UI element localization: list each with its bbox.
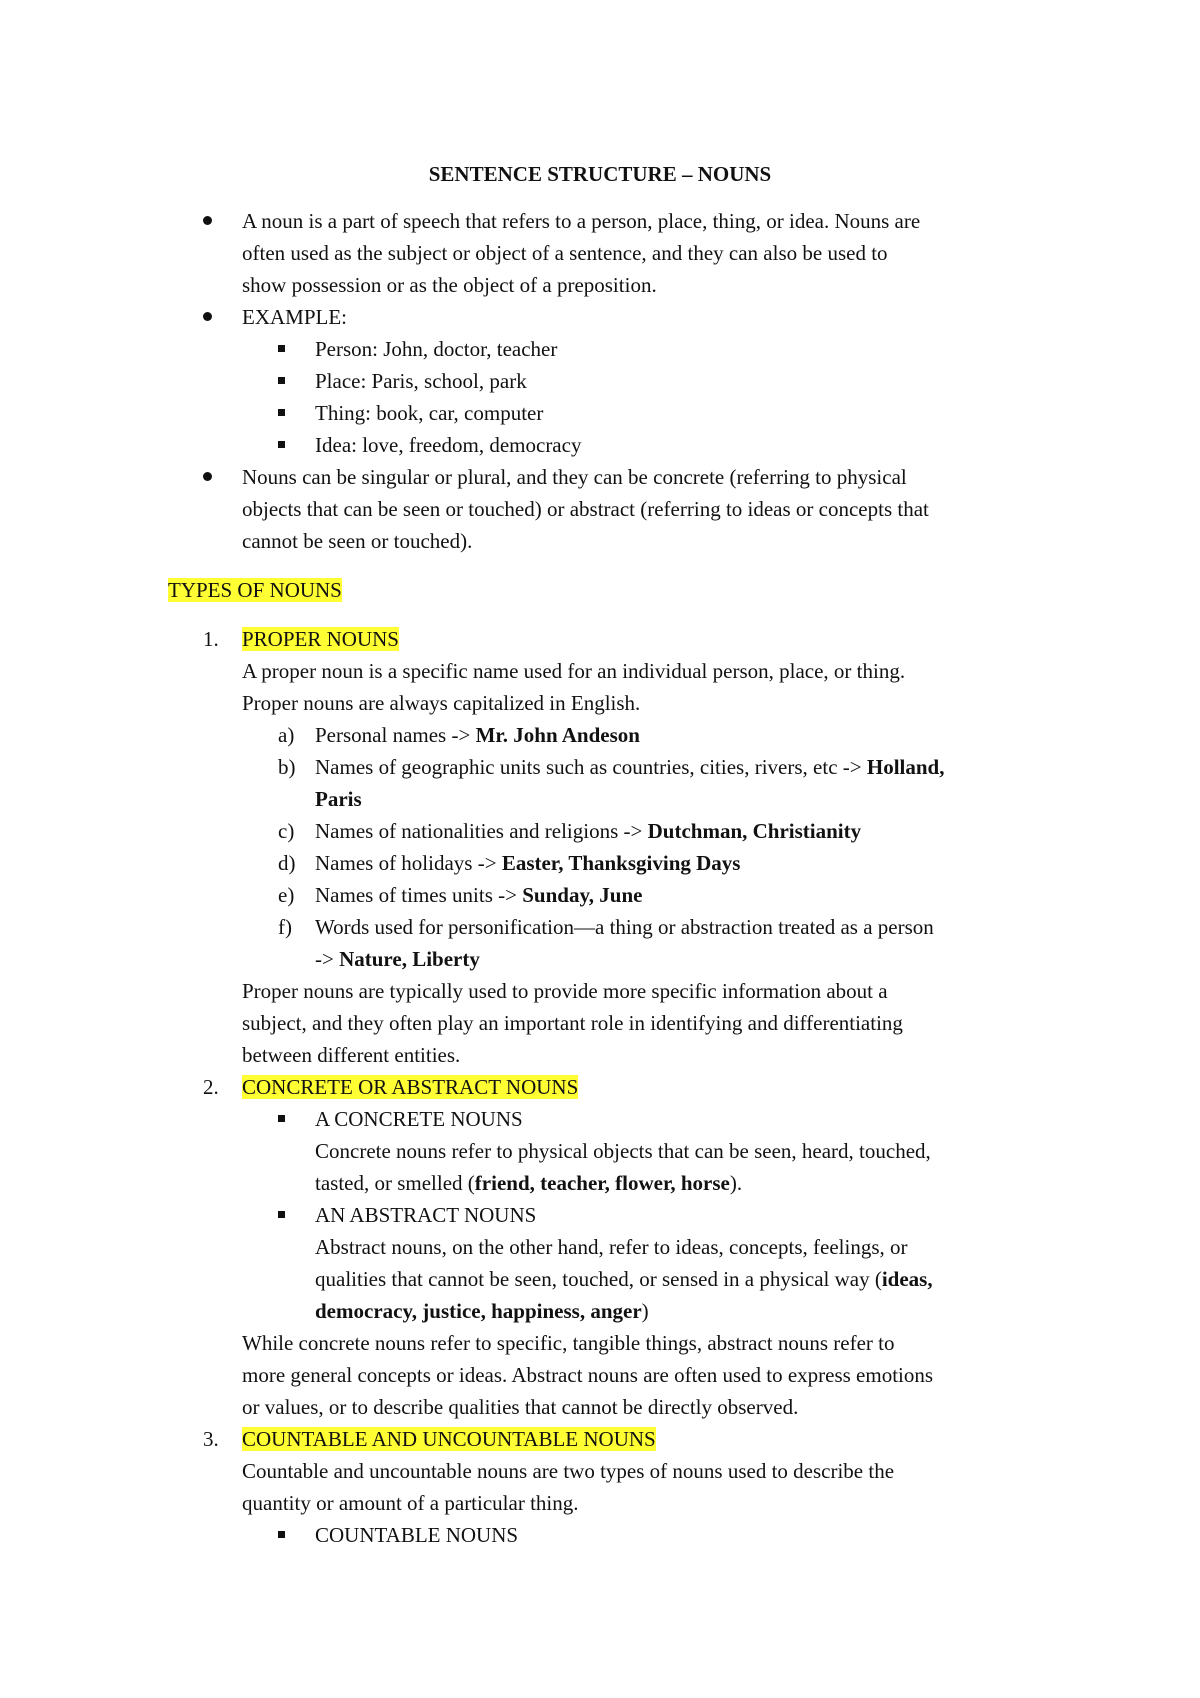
paragraph-line: tasted, or smelled (friend, teacher, flower, horse). bbox=[315, 1171, 743, 1195]
paragraph-line: A noun is a part of speech that refers to a person, place, thing, or idea. Nouns are bbox=[242, 209, 921, 233]
section-title: CONCRETE OR ABSTRACT NOUNS bbox=[242, 1075, 579, 1099]
paragraph-line: A proper noun is a specific name used for an individual person, place, or thing. bbox=[242, 659, 906, 683]
paragraph-line: cannot be seen or touched). bbox=[242, 529, 473, 553]
section-number: 1. bbox=[203, 627, 219, 651]
sub-item-label: A CONCRETE NOUNS bbox=[315, 1107, 523, 1131]
square-bullet-icon bbox=[278, 441, 285, 448]
paragraph-line: or values, or to describe qualities that cannot be directly observed. bbox=[242, 1395, 799, 1419]
square-bullet-icon bbox=[278, 377, 285, 384]
square-bullet-icon bbox=[278, 345, 285, 352]
bullet-icon bbox=[203, 312, 212, 321]
paragraph-line: qualities that cannot be seen, touched, or sensed in a physical way (ideas, bbox=[315, 1267, 933, 1291]
list-marker: d) bbox=[278, 851, 296, 875]
paragraph-line: Proper nouns are typically used to provide more specific information about a bbox=[242, 979, 888, 1003]
list-marker: c) bbox=[278, 819, 295, 843]
square-bullet-icon bbox=[278, 409, 285, 416]
paragraph-line: Countable and uncountable nouns are two types of nouns used to describe the bbox=[242, 1459, 895, 1483]
paragraph-line: While concrete nouns refer to specific, tangible things, abstract nouns refer to bbox=[242, 1331, 895, 1355]
example-text: Thing: book, car, computer bbox=[315, 401, 544, 425]
example-text: Idea: love, freedom, democracy bbox=[315, 433, 582, 457]
page-title: SENTENCE STRUCTURE – NOUNS bbox=[428, 162, 772, 186]
square-bullet-icon bbox=[278, 1531, 285, 1538]
paragraph-line: often used as the subject or object of a sentence, and they can also be used to bbox=[242, 241, 888, 265]
paragraph-line: quantity or amount of a particular thing. bbox=[242, 1491, 579, 1515]
paragraph-line: subject, and they often play an important role in identifying and differentiating bbox=[242, 1011, 903, 1035]
list-marker: a) bbox=[278, 723, 295, 747]
paragraph-line: Concrete nouns refer to physical objects that can be seen, heard, touched, bbox=[315, 1139, 931, 1163]
square-bullet-icon bbox=[278, 1115, 285, 1122]
sub-item-label: AN ABSTRACT NOUNS bbox=[315, 1203, 537, 1227]
paragraph-line: between different entities. bbox=[242, 1043, 461, 1067]
types-heading: TYPES OF NOUNS bbox=[168, 578, 342, 602]
section-title: COUNTABLE AND UNCOUNTABLE NOUNS bbox=[242, 1427, 656, 1451]
sub-item-label: COUNTABLE NOUNS bbox=[315, 1523, 519, 1547]
paragraph-line: objects that can be seen or touched) or abstract (referring to ideas or concepts that bbox=[242, 497, 929, 521]
list-item-continuation: -> Nature, Liberty bbox=[315, 947, 480, 971]
bullet-icon bbox=[203, 216, 212, 225]
example-text: Place: Paris, school, park bbox=[315, 369, 527, 393]
list-marker: b) bbox=[278, 755, 296, 779]
bullet-icon bbox=[203, 472, 212, 481]
list-item-continuation: Paris bbox=[315, 787, 362, 811]
paragraph-line: show possession or as the object of a preposition. bbox=[242, 273, 657, 297]
paragraph-line: Nouns can be singular or plural, and they can be concrete (referring to physical bbox=[242, 465, 907, 489]
example-text: Person: John, doctor, teacher bbox=[315, 337, 558, 361]
section-number: 2. bbox=[203, 1075, 219, 1099]
list-marker: e) bbox=[278, 883, 295, 907]
paragraph-line: democracy, justice, happiness, anger) bbox=[315, 1299, 649, 1323]
example-label: EXAMPLE: bbox=[242, 305, 347, 329]
square-bullet-icon bbox=[278, 1211, 285, 1218]
document-page: SENTENCE STRUCTURE – NOUNS A noun is a part of speech that refers to a person, place, thing, or idea. Nouns are often used as the subject or object of a sentence, and they can also be used to show possession or as the object of a preposition. EXAMPLE: Person: John, doctor, teacher Place: Paris, school, park Thing: book, car, computer Idea: love, freedom, democracy Nouns can be singular or plural, and they can be concrete (referring to physical objects that can be seen or touched) or abstract (referring to ideas or concepts that cannot be seen or touched). TYPES OF NOUNS 1. PROPER NOUNS A proper noun is a specific name used for an individual person, place, or thing. Proper nouns are always capitalized in English. a) Personal names -> Mr. John Andeson b) Names of geographic units such as countries, cities, rivers, etc -> Holland, Paris c) Names of nationalities and religions -> Dutchman, Christianity d) Names of holidays -> Easter, Thanksgiving Days e) Names of times units -> Sunday, June f) Words used for personification—a thing or abstraction treated as a person -> Nature, Liberty Proper nouns are typically used to provide more specific information about a subject, and they often play an important role in identifying and differentiating between different entities. 2. CONCRETE OR ABSTRACT NOUNS A CONCRETE NOUNS Concrete nouns refer to physical objects that can be seen, heard, touched, tasted, or smelled (friend, teacher, flower, horse). AN ABSTRACT NOUNS Abstract nouns, on the other hand, refer to ideas, concepts, feelings, or qualities that cannot be seen, touched, or sensed in a physical way (ideas, democracy, justice, happiness, anger) While concrete nouns refer to specific, tangible things, abstract nouns refer to more general concepts or ideas. Abstract nouns are often used to express emotions or values, or to describe qualities that cannot be directly observed. 3. COUNTABLE AND UNCOUNTABLE NOUNS Countable and uncountable nouns are two types of nouns used to describe the quantity or amount of a particular thing. COUNTABLE NOUNS bbox=[0, 0, 1200, 1698]
section-number: 3. bbox=[203, 1427, 219, 1451]
paragraph-line: more general concepts or ideas. Abstract nouns are often used to express emotions bbox=[242, 1363, 934, 1387]
paragraph-line: Abstract nouns, on the other hand, refer to ideas, concepts, feelings, or bbox=[315, 1235, 908, 1259]
list-marker: f) bbox=[278, 915, 292, 939]
section-title: PROPER NOUNS bbox=[242, 627, 399, 651]
paragraph-line: Proper nouns are always capitalized in English. bbox=[242, 691, 641, 715]
